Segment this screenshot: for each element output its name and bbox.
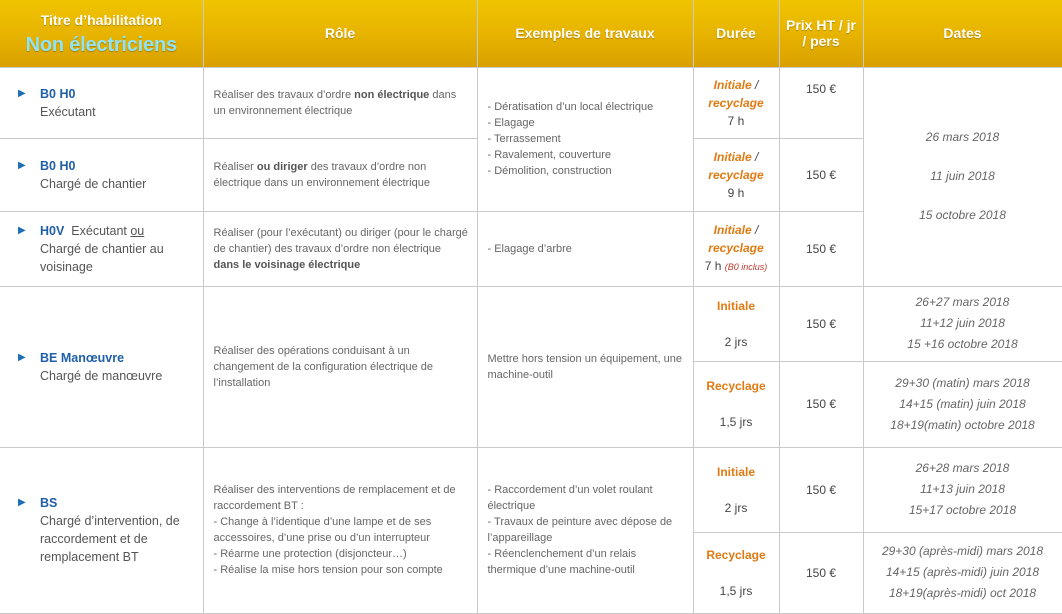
header-role: Rôle (203, 0, 477, 67)
exemple-item: - Dératisation d’un local électrique (487, 101, 654, 113)
duree-kind: Initiale (716, 298, 755, 313)
cell-exemples (477, 67, 693, 211)
cell-duree (693, 286, 779, 361)
cell-exemples: Mettre hors tension un équipement, une machine-outil (477, 286, 693, 447)
arrow-icon: ▶ (18, 87, 26, 99)
cell-duree: Initiale / recyclage 7 h (B0 inclus) (693, 211, 779, 286)
header-titre-sub: Non électriciens (25, 33, 177, 56)
cell-dates (863, 447, 1062, 532)
cell-duree (693, 361, 779, 447)
duree-kind: Initiale (716, 464, 755, 479)
titre-label: Chargé de manœuvre (40, 368, 163, 383)
header-dates: Dates (863, 0, 1062, 67)
role-text: Réaliser (pour l’exécutant) ou diriger (pour le chargé de chantier) des travaux d’ordre non électrique (213, 226, 468, 255)
cell-role (203, 211, 477, 286)
duree-kind: recyclage (708, 95, 764, 110)
cell-titre (0, 211, 203, 286)
date-item: 18+19(après-midi) oct 2018 (888, 586, 1037, 600)
titre-code: BS (40, 496, 58, 510)
exemple-item: - Terrassement (487, 133, 561, 145)
role-item: - Change à l’identique d’une lampe et de ses accessoires, d’une prise ou d’un interrupteur (213, 516, 432, 544)
cell-exemples (477, 447, 693, 613)
duree-value: 1,5 jrs (719, 583, 753, 598)
date-item: 15+17 octobre 2018 (908, 503, 1017, 517)
cell-duree (693, 532, 779, 613)
duree-kind: Recyclage (706, 379, 766, 393)
cell-duree (693, 447, 779, 532)
header-duree: Durée (693, 0, 779, 67)
duree-value: 7 h (727, 113, 745, 128)
role-text: Réaliser des travaux d’ordre (213, 88, 355, 101)
cell-prix: 150 € (779, 286, 863, 361)
duree-value: 2 jrs (724, 334, 748, 349)
cell-dates (863, 286, 1062, 361)
cell-duree: Initiale / recyclage 7 h (693, 67, 779, 138)
duree-kind: Initiale (713, 149, 752, 164)
exemple-item: - Réenclenchement d’un relais thermique d’une machine-outil (487, 548, 637, 576)
cell-titre (0, 138, 203, 211)
cell-exemples: - Elagage d’arbre (477, 211, 693, 286)
date-item: 26+27 mars 2018 (915, 295, 1010, 309)
cell-role (203, 138, 477, 211)
arrow-icon: ▶ (18, 159, 26, 171)
date-item: 15 +16 octobre 2018 (907, 337, 1018, 351)
table-row (0, 447, 1062, 532)
cell-titre (0, 286, 203, 447)
date-item: 11 juin 2018 (930, 169, 995, 183)
duree-note: (B0 inclus) (724, 262, 768, 272)
exemple-item: - Travaux de peinture avec dépose de l’appareillage (487, 516, 673, 544)
duree-value: 9 h (727, 185, 745, 200)
titre-label: Chargé de chantier (40, 176, 147, 191)
table-row (0, 67, 1062, 138)
role-item: - Réarme une protection (disjoncteur…) (213, 548, 407, 560)
cell-prix: 150 € (779, 67, 863, 138)
header-exemples: Exemples de travaux (477, 0, 693, 67)
arrow-icon: ▶ (18, 497, 26, 508)
date-item: 29+30 (après-midi) mars 2018 (881, 544, 1044, 558)
date-item: 26 mars 2018 (925, 130, 1000, 144)
role-item: - Réalise la mise hors tension pour son compte (213, 564, 443, 576)
titre-label: Chargé de chantier au voisinage (40, 241, 164, 274)
role-text: Réaliser (213, 160, 257, 173)
date-item: 14+15 (matin) juin 2018 (899, 396, 1026, 411)
cell-titre (0, 67, 203, 138)
date-item: 11+13 juin 2018 (920, 482, 1005, 496)
duree-kind: recyclage (708, 167, 764, 182)
duree-value: 1,5 jrs (719, 415, 753, 429)
titre-code: BE Manœuvre (40, 350, 125, 365)
date-item: 11+12 juin 2018 (920, 316, 1005, 330)
cell-titre (0, 447, 203, 613)
header-prix: Prix HT / jr / pers (779, 0, 863, 67)
duree-value: 7 h (704, 259, 722, 273)
duree-value: 2 jrs (724, 500, 748, 515)
cell-prix: 150 € (779, 211, 863, 286)
cell-dates (863, 532, 1062, 613)
duree-kind: recyclage (708, 241, 764, 255)
role-bold: dans le voisinage électrique (213, 258, 361, 271)
header-titre (0, 0, 203, 67)
duree-kind: Recyclage (706, 547, 766, 562)
titre-label: Exécutant (40, 104, 96, 119)
exemple-item: - Raccordement d’un volet roulant électrique (487, 484, 653, 512)
cell-prix: 150 € (779, 532, 863, 613)
date-item: 26+28 mars 2018 (915, 461, 1010, 475)
titre-label: Exécutant (71, 223, 131, 238)
arrow-icon: ▶ (18, 224, 26, 236)
date-item: 29+30 (matin) mars 2018 (895, 375, 1030, 390)
date-item: 14+15 (après-midi) juin 2018 (885, 565, 1040, 579)
exemple-item: - Démolition, construction (487, 165, 612, 177)
cell-prix: 150 € (779, 447, 863, 532)
role-bold: ou diriger (256, 160, 308, 173)
cell-role: Réaliser des opérations conduisant à un changement de la configuration électrique de l’installation (203, 286, 477, 447)
titre-code: B0 H0 (40, 158, 76, 173)
duree-kind: Initiale (713, 223, 752, 237)
cell-prix: 150 € (779, 361, 863, 447)
titre-label-or: ou (130, 223, 145, 238)
titre-code: B0 H0 (40, 86, 76, 101)
exemple-item: - Elagage (487, 117, 535, 129)
cell-duree: Initiale / recyclage 9 h (693, 138, 779, 211)
exemple-item: - Ravalement, couverture (487, 149, 611, 161)
arrow-icon: ▶ (18, 351, 26, 363)
role-text: dans un environnement électrique (213, 88, 457, 117)
header-row (0, 0, 1062, 67)
date-item: 15 octobre 2018 (919, 208, 1006, 222)
header-titre-label: Titre d’habilitation (40, 11, 162, 28)
role-text: des travaux d’ordre non électrique dans un environnement électrique (213, 160, 430, 189)
cell-role (203, 447, 477, 613)
cell-dates (863, 67, 1062, 286)
cell-role (203, 67, 477, 138)
date-item: 18+19(matin) octobre 2018 (890, 417, 1035, 432)
titre-code: H0V (40, 223, 65, 238)
role-bold: non électrique (354, 88, 430, 101)
cell-dates (863, 361, 1062, 447)
duree-kind: Initiale (713, 77, 752, 92)
titre-label: Chargé d’intervention, de raccordement et de remplacement BT (40, 514, 180, 564)
cell-prix: 150 € (779, 138, 863, 211)
table-row (0, 286, 1062, 361)
role-item: Réaliser des interventions de remplacement et de raccordement BT : (213, 484, 456, 512)
